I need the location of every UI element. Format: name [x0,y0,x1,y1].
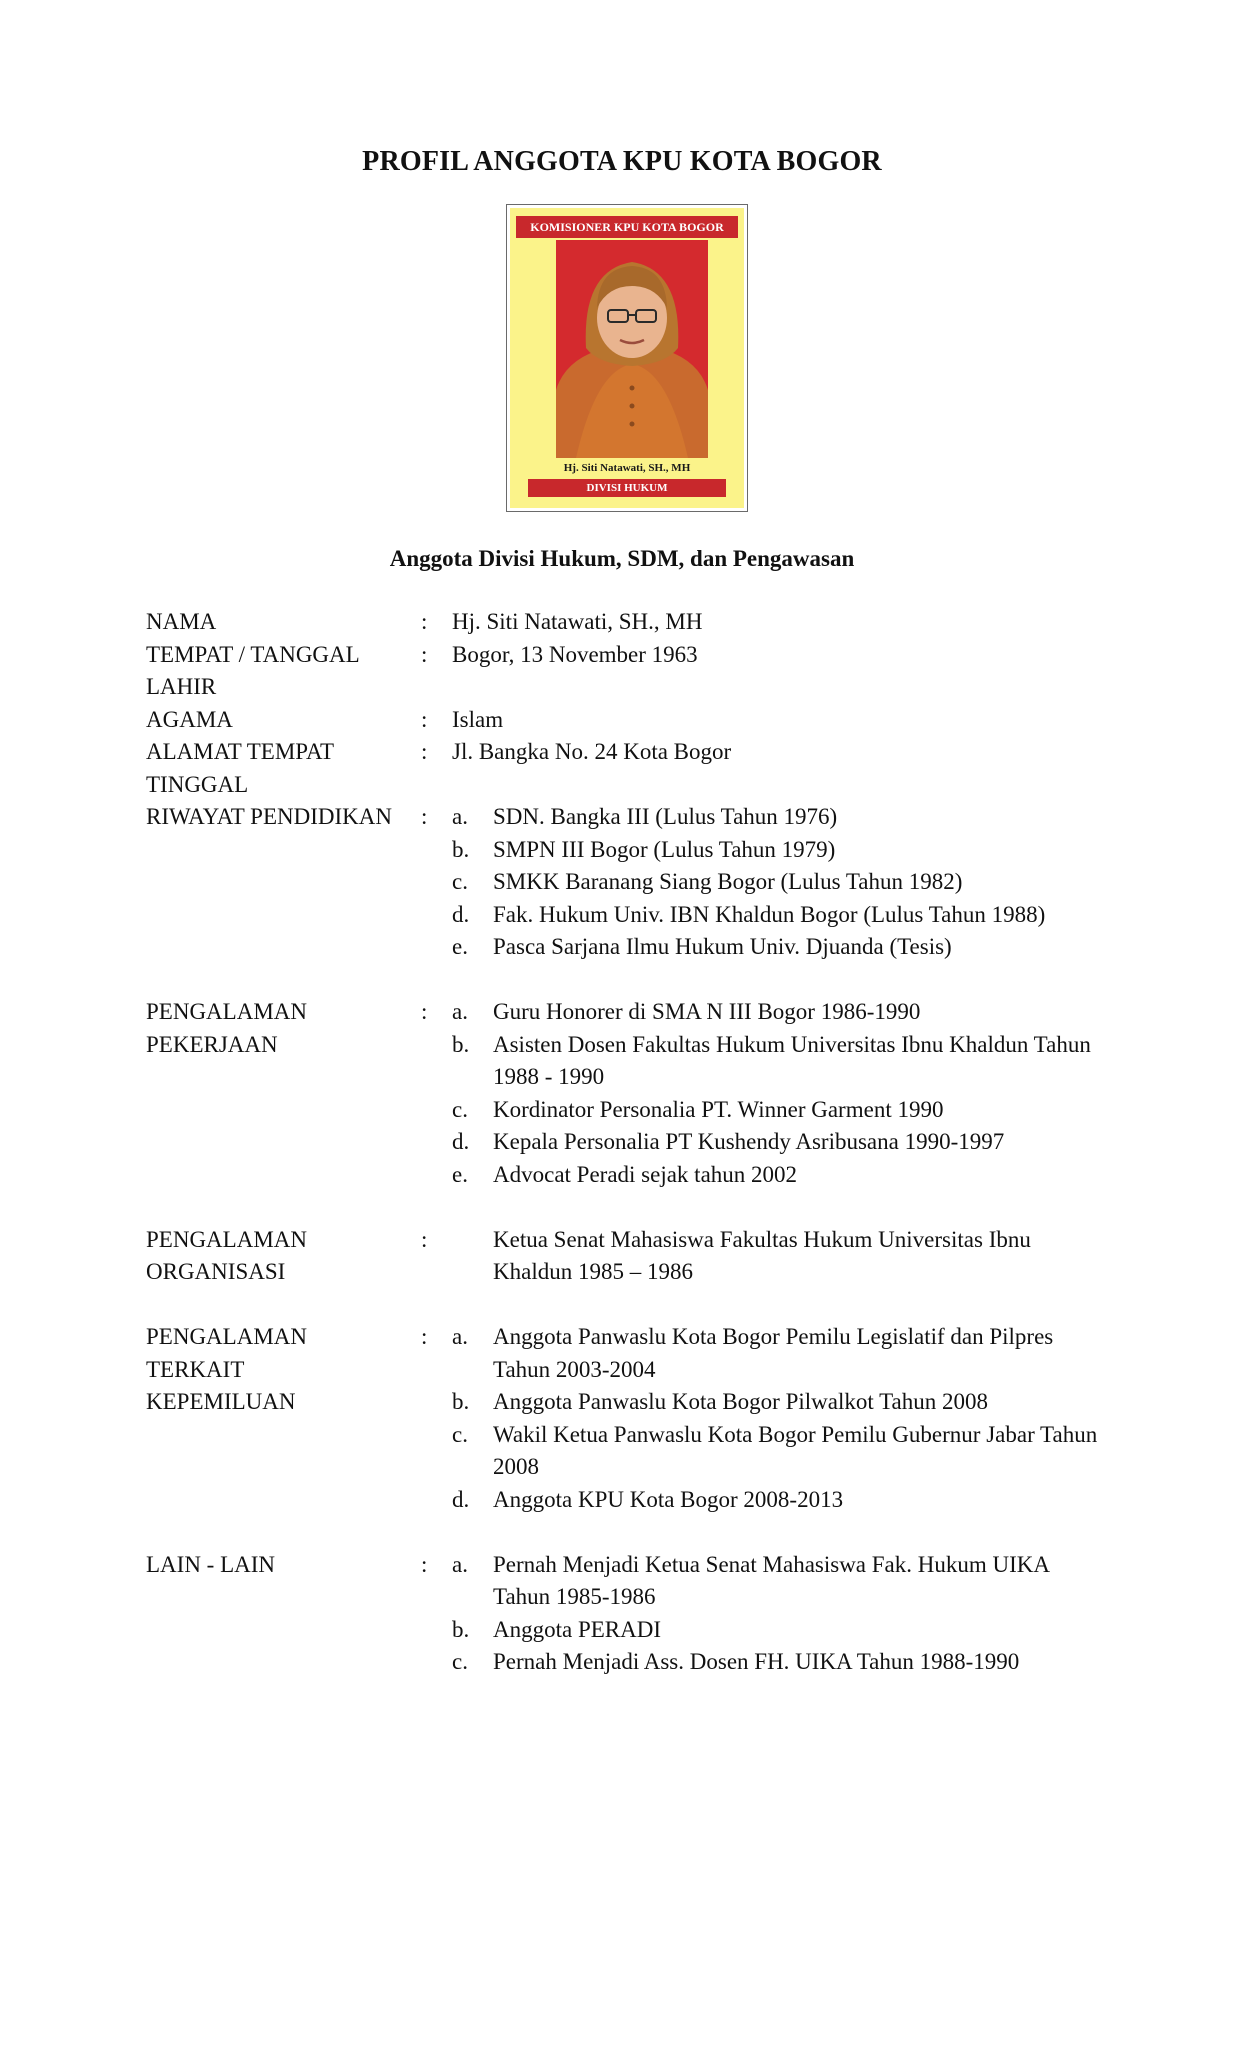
list-item-text: Guru Honorer di SMA N III Bogor 1986-1990 [493,999,921,1024]
list-marker: c. [452,1096,468,1122]
list-item [452,1614,1106,1647]
list-item [452,866,1106,899]
section-label: PENGALAMAN TERKAIT KEPEMILUAN [146,1324,307,1414]
field-value: Jl. Bangka No. 24 Kota Bogor [452,739,732,764]
education-list [452,801,1106,964]
profile-photo-frame [506,204,748,512]
field-separator: : [421,1226,428,1252]
list-item-text: SDN. Bangka III (Lulus Tahun 1976) [493,804,838,829]
list-marker: c. [452,1649,468,1674]
field-separator: : [421,804,428,829]
list-item-text: Pasca Sarjana Ilmu Hukum Univ. Djuanda (Tesis) [493,934,952,959]
list-item-text: Anggota KPU Kota Bogor 2008-2013 [493,1486,844,1512]
list-item-text: Asisten Dosen Fakultas Hukum Universitas Ibnu Khaldun Tahun 1988 - 1990 [493,1031,1091,1089]
list-item-text: Kordinator Personalia PT. Winner Garment 1990 [493,1096,944,1122]
list-item-text: Anggota Panwaslu Kota Bogor Pemilu Legislatif dan Pilpres Tahun 2003-2004 [493,1324,1054,1382]
list-item [452,1094,1106,1127]
field-separator: : [421,1551,428,1577]
portrait-illustration [556,240,708,458]
list-marker: e. [452,1161,468,1187]
list-marker: c. [452,869,468,894]
election-list [452,1321,1106,1516]
section-pendidikan [146,801,1106,964]
list-marker: d. [452,901,470,927]
field-separator: : [421,999,428,1024]
list-item [452,996,1106,1029]
list-item [452,1646,1106,1679]
list-item [452,1386,1106,1419]
list-item-text: Ketua Senat Mahasiswa Fakultas Hukum Universitas Ibnu Khaldun 1985 – 1986 [493,1226,1031,1284]
list-item-text: Kepala Personalia PT Kushendy Asribusana 1990-1997 [493,1129,1005,1154]
field-label: NAMA [146,609,217,634]
field-label: ALAMAT TEMPAT TINGGAL [146,739,334,797]
list-item [452,899,1106,932]
profile-photo-card [510,208,744,508]
section-label: LAIN - LAIN [146,1551,276,1577]
section-label: RIWAYAT PENDIDIKAN [146,804,392,829]
list-item [452,1419,1106,1484]
section-organisasi [146,1224,1106,1289]
list-item [452,1484,1106,1517]
list-marker: a. [452,999,468,1024]
profile-table [146,606,1106,1679]
list-item [452,931,1106,964]
list-marker: b. [452,1389,470,1414]
section-label: PENGALAMAN ORGANISASI [146,1226,307,1284]
profile-subtitle: Anggota Divisi Hukum, SDM, dan Pengawasan [389,546,855,571]
section-pekerjaan [146,996,1106,1191]
card-banner: KOMISIONER KPU KOTA BOGOR [516,216,738,238]
list-item [452,801,1106,834]
list-item [452,1549,1106,1614]
list-item-text: Fak. Hukum Univ. IBN Khaldun Bogor (Lulus Tahun 1988) [493,901,1046,927]
section-label: PENGALAMAN PEKERJAAN [146,999,307,1057]
card-name: Hj. Siti Natawati, SH., MH [563,462,691,474]
list-item [452,1029,1106,1094]
card-division: DIVISI HUKUM [528,479,726,497]
list-item-text: Anggota PERADI [493,1616,662,1642]
list-item [452,1159,1106,1192]
list-marker: b. [452,1616,470,1642]
field-value: Bogor, 13 November 1963 [452,641,698,667]
list-item [452,1126,1106,1159]
list-item [452,834,1106,867]
field-separator: : [421,739,428,764]
list-marker: a. [452,804,468,829]
field-separator: : [421,706,428,732]
field-nama [146,606,1106,639]
list-marker: b. [452,1031,470,1057]
list-marker: c. [452,1421,468,1447]
list-item-text: Anggota Panwaslu Kota Bogor Pilwalkot Tahun 2008 [493,1389,988,1414]
list-item-text: Pernah Menjadi Ass. Dosen FH. UIKA Tahun 1988-1990 [493,1649,1020,1674]
section-kepemiluan [146,1321,1106,1516]
work-list [452,996,1106,1191]
list-marker: b. [452,836,470,862]
list-item [452,1224,1106,1289]
list-item-text: Advocat Peradi sejak tahun 2002 [493,1161,798,1187]
portrait-photo [556,240,708,458]
field-agama [146,704,1106,737]
organization-list [452,1224,1106,1289]
list-marker: a. [452,1324,468,1349]
list-item-text: Pernah Menjadi Ketua Senat Mahasiswa Fak. Hukum UIKA Tahun 1985-1986 [493,1551,1049,1609]
field-separator: : [421,641,428,667]
field-value: Hj. Siti Natawati, SH., MH [452,609,703,634]
list-marker: e. [452,934,468,959]
field-alamat [146,736,1106,801]
list-item [452,1321,1106,1386]
field-separator: : [421,1324,428,1349]
list-marker: a. [452,1551,468,1577]
page-title: PROFIL ANGGOTA KPU KOTA BOGOR [362,146,882,177]
field-label: AGAMA [146,706,233,732]
list-item-text: SMKK Baranang Siang Bogor (Lulus Tahun 1982) [493,869,963,894]
other-list [452,1549,1106,1679]
list-item-text: Wakil Ketua Panwaslu Kota Bogor Pemilu Gubernur Jabar Tahun 2008 [493,1421,1098,1479]
list-marker: d. [452,1486,470,1512]
list-marker: d. [452,1129,470,1154]
field-label: TEMPAT / TANGGAL LAHIR [146,641,359,699]
field-separator: : [421,609,428,634]
list-item-text: SMPN III Bogor (Lulus Tahun 1979) [493,836,836,862]
section-lain-lain [146,1549,1106,1679]
field-ttl [146,639,1106,704]
field-value: Islam [452,706,504,732]
